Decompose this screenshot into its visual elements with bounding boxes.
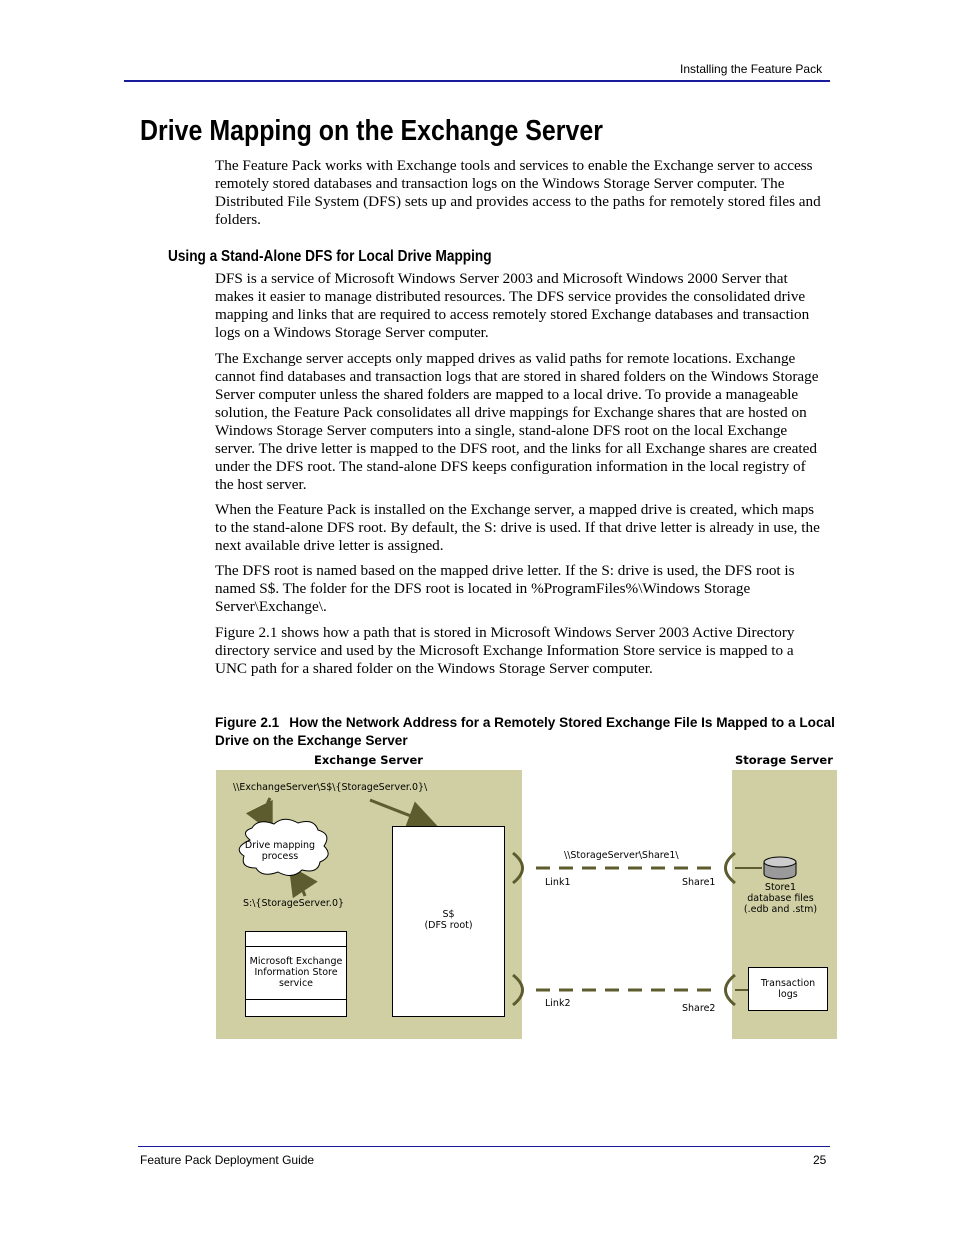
share1-bracket <box>726 853 736 883</box>
link2-bracket <box>513 975 523 1005</box>
dfs-root-name: S$ <box>442 909 455 920</box>
arrow-unc-to-dfs <box>370 800 432 824</box>
link2-label: Link2 <box>545 998 571 1009</box>
footer-rule <box>138 1146 830 1147</box>
paragraph-dfs-service: DFS is a service of Microsoft Windows Server 2003 and Microsoft Windows 2000 Server that makes it easier to manage distributed resources. The DFS service provides the consolidated drive mapping and links that are required to access remotely stored Exchange databases and transaction logs on a Windows Storage Server computer. <box>215 270 810 341</box>
share1-label: Share1 <box>682 877 716 888</box>
database-cylinder-icon <box>764 857 796 879</box>
store-label <box>738 882 823 915</box>
information-store-label: Microsoft Exchange Information Store service <box>249 956 343 989</box>
paragraph-dfs-root: The DFS root is named based on the mapped drive letter. If the S: drive is used, the DFS root is named S$. The folder for the DFS root is located in %ProgramFiles%\Windows Storage Server\Exchange\. <box>215 562 795 615</box>
figure-caption-text: How the Network Address for a Remotely Stored Exchange File Is Mapped to a Local Drive on the Exchange Server <box>215 715 835 748</box>
exchange-server-title: Exchange Server <box>314 753 423 767</box>
store-line3: (.edb and .stm) <box>743 904 818 915</box>
paragraph-figure-ref: Figure 2.1 shows how a path that is stored in Microsoft Windows Server 2003 Active Directory directory service and used by the Microsoft Exchange Information Store service is mapped to a UNC path for a shared folder on the Windows Storage Server computer. <box>215 624 795 677</box>
store-title: Store1 <box>764 882 797 893</box>
store-line2: database files <box>747 893 814 904</box>
unc-exchange-path: \\ExchangeServer\S$\{StorageServer.0}\ <box>233 782 428 793</box>
subsection-heading: Using a Stand-Alone DFS for Local Drive Mapping <box>168 248 492 265</box>
cloud-label: Drive mapping process <box>244 840 316 862</box>
intro-paragraph: The Feature Pack works with Exchange tools and services to enable the Exchange server to access remotely stored databases and transaction logs on the Windows Storage Server computer. The Distributed File System (DFS) sets up and provides access to the paths for remotely stored files and folders. <box>215 157 821 228</box>
transaction-logs-box <box>748 967 828 1011</box>
dfs-root-box <box>392 826 505 1017</box>
paragraph-install: When the Feature Pack is installed on the Exchange server, a mapped drive is created, which maps to the stand-alone DFS root. By default, the S: drive is used. If that drive letter is already in use, the next available drive letter is assigned. <box>215 501 820 554</box>
paragraph-mapped-drives: The Exchange server accepts only mapped drives as valid paths for remote locations. Exchange cannot find databases and transaction logs that are stored in shared folders on the Windows Storage Server computer unless the shared folders are mapped to a local drive. To provide a manageable solution, the Feature Pack consolidates all drive mappings for Exchange shares that are hosted on Windows Storage Server computers into a single, stand-alone DFS root on the local Exchange server. The drive letter is mapped to the DFS root, and the links for all Exchange shares are created under the DFS root. The stand-alone DFS keeps configuration information in the local registry of the host server. <box>215 350 819 493</box>
page-title: Drive Mapping on the Exchange Server <box>140 115 603 147</box>
dfs-root-sub: (DFS root) <box>424 920 473 931</box>
link1-label: Link1 <box>545 877 571 888</box>
drive-letter-label: S:\{StorageServer.0} <box>243 898 345 909</box>
transaction-logs-label: Transaction logs <box>760 978 816 1000</box>
page-number: 25 <box>813 1153 827 1167</box>
information-store-box <box>245 931 347 1017</box>
footer-doc-title: Feature Pack Deployment Guide <box>140 1153 315 1167</box>
share2-label: Share2 <box>682 1003 716 1014</box>
figure-number: Figure 2.1 <box>215 715 280 730</box>
running-header: Installing the Feature Pack <box>680 62 823 76</box>
storage-server-title: Storage Server <box>735 753 833 767</box>
unc-storage-path: \\StorageServer\Share1\ <box>564 850 679 861</box>
share2-bracket <box>726 975 736 1005</box>
link1-bracket <box>513 853 523 883</box>
